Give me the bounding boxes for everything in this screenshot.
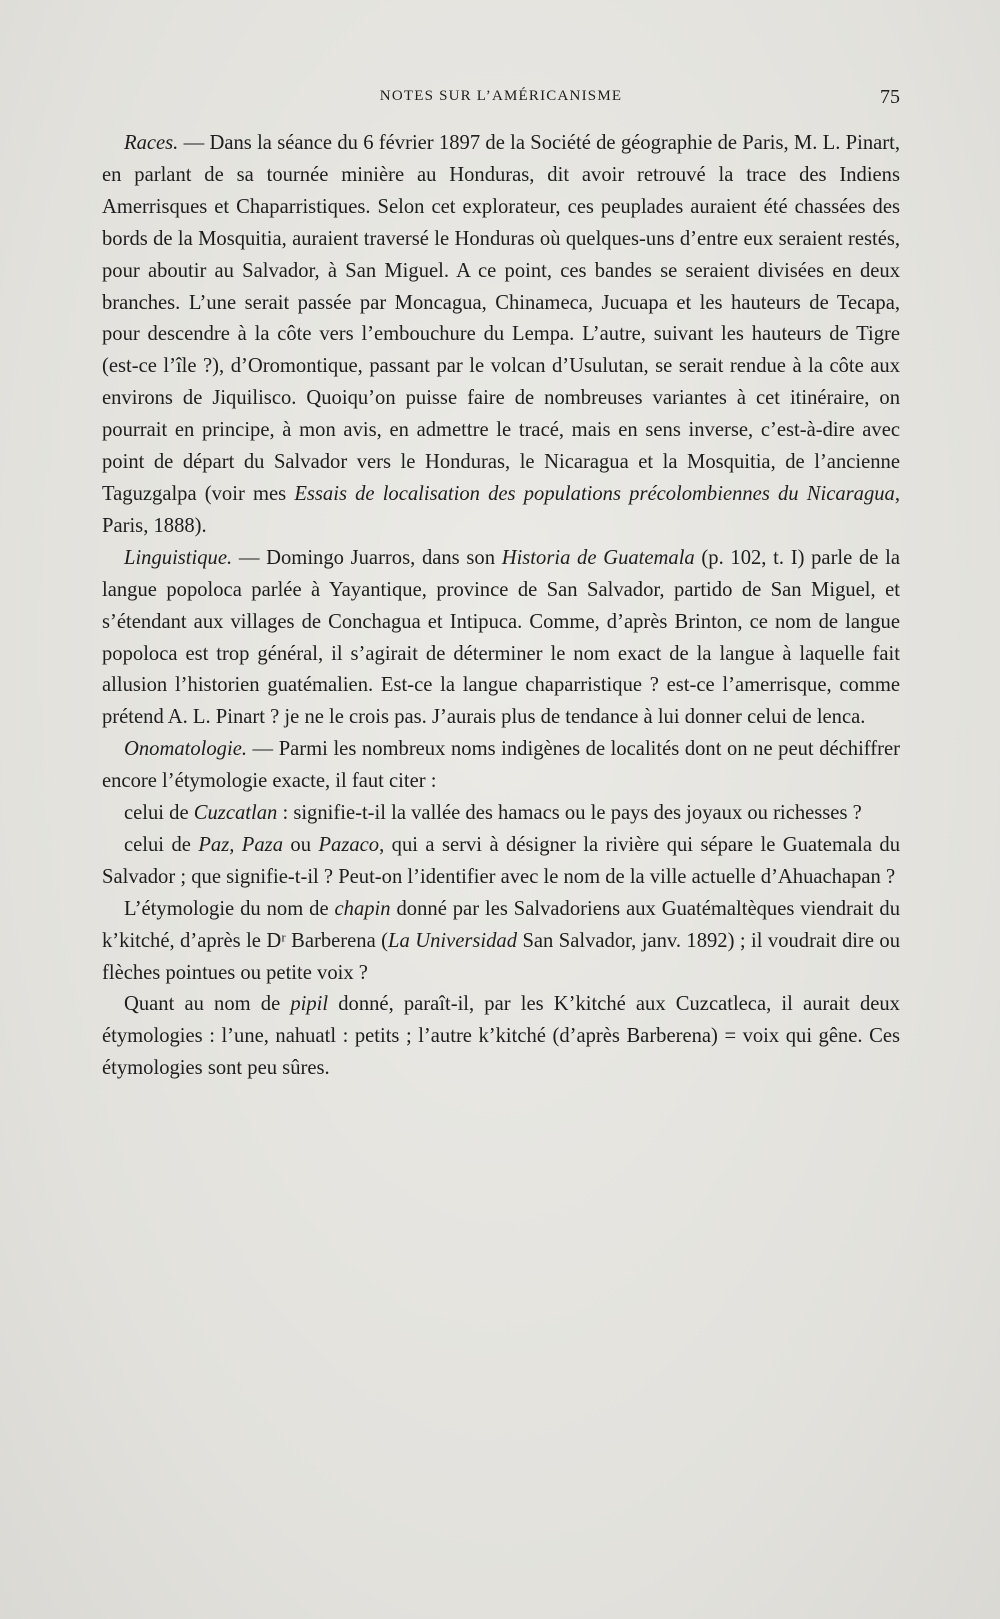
- text-run: Quant au nom de: [124, 993, 291, 1016]
- paragraph-onomatologie: [102, 734, 900, 798]
- italic-text-run: Onomatologie.: [124, 738, 247, 761]
- italic-text-run: La Universidad: [388, 929, 518, 952]
- text-run: L’étymologie du nom de: [124, 897, 335, 920]
- paragraph-pipil: [102, 989, 900, 1085]
- text-run: donné, paraît-il, par les K’kitché aux Cuzcatleca, il aurait deux étymologies : l’une, nahuatl : petits ; l’autre k’kitché (d’après Barberena) = voix qui gêne. Ces étymologies sont peu sûres.: [102, 993, 900, 1080]
- text-run: celui de: [124, 802, 194, 825]
- italic-text-run: pipil: [290, 993, 329, 1016]
- italic-text-run: chapin: [334, 897, 391, 920]
- text-run: , qui a servi à désigner la rivière qui sépare le Guatemala du Salvador ; que signifie-t-il ? Peut-on l’identifier avec le nom de la ville actuelle d’Ahuachapan ?: [102, 833, 900, 888]
- paragraph-races: [102, 128, 900, 543]
- text-run: celui de: [124, 833, 199, 856]
- page-body: [102, 128, 900, 1085]
- italic-text-run: Linguistique.: [124, 546, 233, 569]
- text-run: — Parmi les nombreux noms indigènes de localités dont on ne peut déchiffrer encore l’étymologie exacte, il faut citer :: [102, 738, 900, 793]
- italic-text-run: Paz, Paza: [198, 833, 283, 856]
- text-run: San Salvador, janv. 1892) ; il voudrait dire ou flèches pointues ou petite voix ?: [102, 929, 900, 984]
- italic-text-run: Pazaco: [318, 833, 380, 856]
- italic-text-run: Races.: [124, 132, 179, 154]
- text-run: , Paris, 1888).: [102, 482, 901, 537]
- text-run: — Dans la séance du 6 février 1897 de la Société de géographie de Paris, M. L. Pinart, en parlant de sa tournée minière au Honduras, dit avoir retrouvé la trace des Indiens Amerrisques et Chaparristiques. Selon cet explorateur, ces peuplades auraient été chassées des bords de la Mosquitia, auraient traversé le Honduras où quelques-uns d’entre eux seraient restés, pour aboutir au Salvador, à San Miguel. A ce point, ces bandes se seraient divisées en deux branches. L’une serait passée par Moncagua, Chinameca, Jucuapa et les hauteurs de Tecapa, pour descendre à la côte vers l’embouchure du Lempa. L’autre, suivant les hauteurs de Tigre (est-ce l’île ?), d’Oromontique, passant par le volcan d’Usulutan, se serait rendue à la côte aux environs de Jiquilisco. Quoiqu’on puisse faire de nombreuses variantes à cet itinéraire, on pourrait en principe, à mon avis, en admettre le tracé, mais en sens inverse, c’est-à-dire avec point de départ du Salvador vers le Honduras, le Nicaragua et la Mosquitia, de l’ancienne Taguzgalpa (voir mes: [102, 132, 900, 505]
- paragraph-chapin: [102, 894, 900, 990]
- italic-text-run: Cuzcatlan: [193, 802, 278, 825]
- text-run: : signifie-t-il la vallée des hamacs ou le pays des joyaux ou richesses ?: [277, 802, 862, 825]
- paragraph-paz: [102, 830, 900, 894]
- paragraph-linguistique: [102, 543, 900, 734]
- text-run: ou: [283, 833, 319, 856]
- italic-text-run: Historia de Guatemala: [501, 546, 695, 569]
- italic-text-run: Essais de localisation des populations précolombiennes du Nicaragua: [294, 482, 895, 505]
- paragraph-cuzcatlan: [102, 798, 900, 830]
- page-header: [102, 88, 900, 114]
- running-title: NOTES SUR L’AMÉRICANISME: [379, 88, 623, 104]
- text-run: donné par les Salvadoriens aux Guatémaltèques viendrait du k’kitché, d’après le Dʳ Barberena (: [102, 897, 901, 952]
- text-run: — Domingo Juarros, dans son: [232, 546, 502, 569]
- page-number: 75: [880, 86, 900, 108]
- text-run: (p. 102, t. I) parle de la langue popoloca parlée à Yayantique, province de San Salvador, partido de San Miguel, et s’étendant aux villages de Conchagua et Intipuca. Comme, d’après Brinton, ce nom de langue popoloca est trop général, il s’agirait de déterminer le nom exact de la langue à laquelle fait allusion l’historien guatémalien. Est-ce la langue chaparristique ? est-ce l’amerrisque, comme prétend A. L. Pinart ? je ne le crois pas. J’aurais plus de tendance à lui donner celui de lenca.: [102, 546, 900, 729]
